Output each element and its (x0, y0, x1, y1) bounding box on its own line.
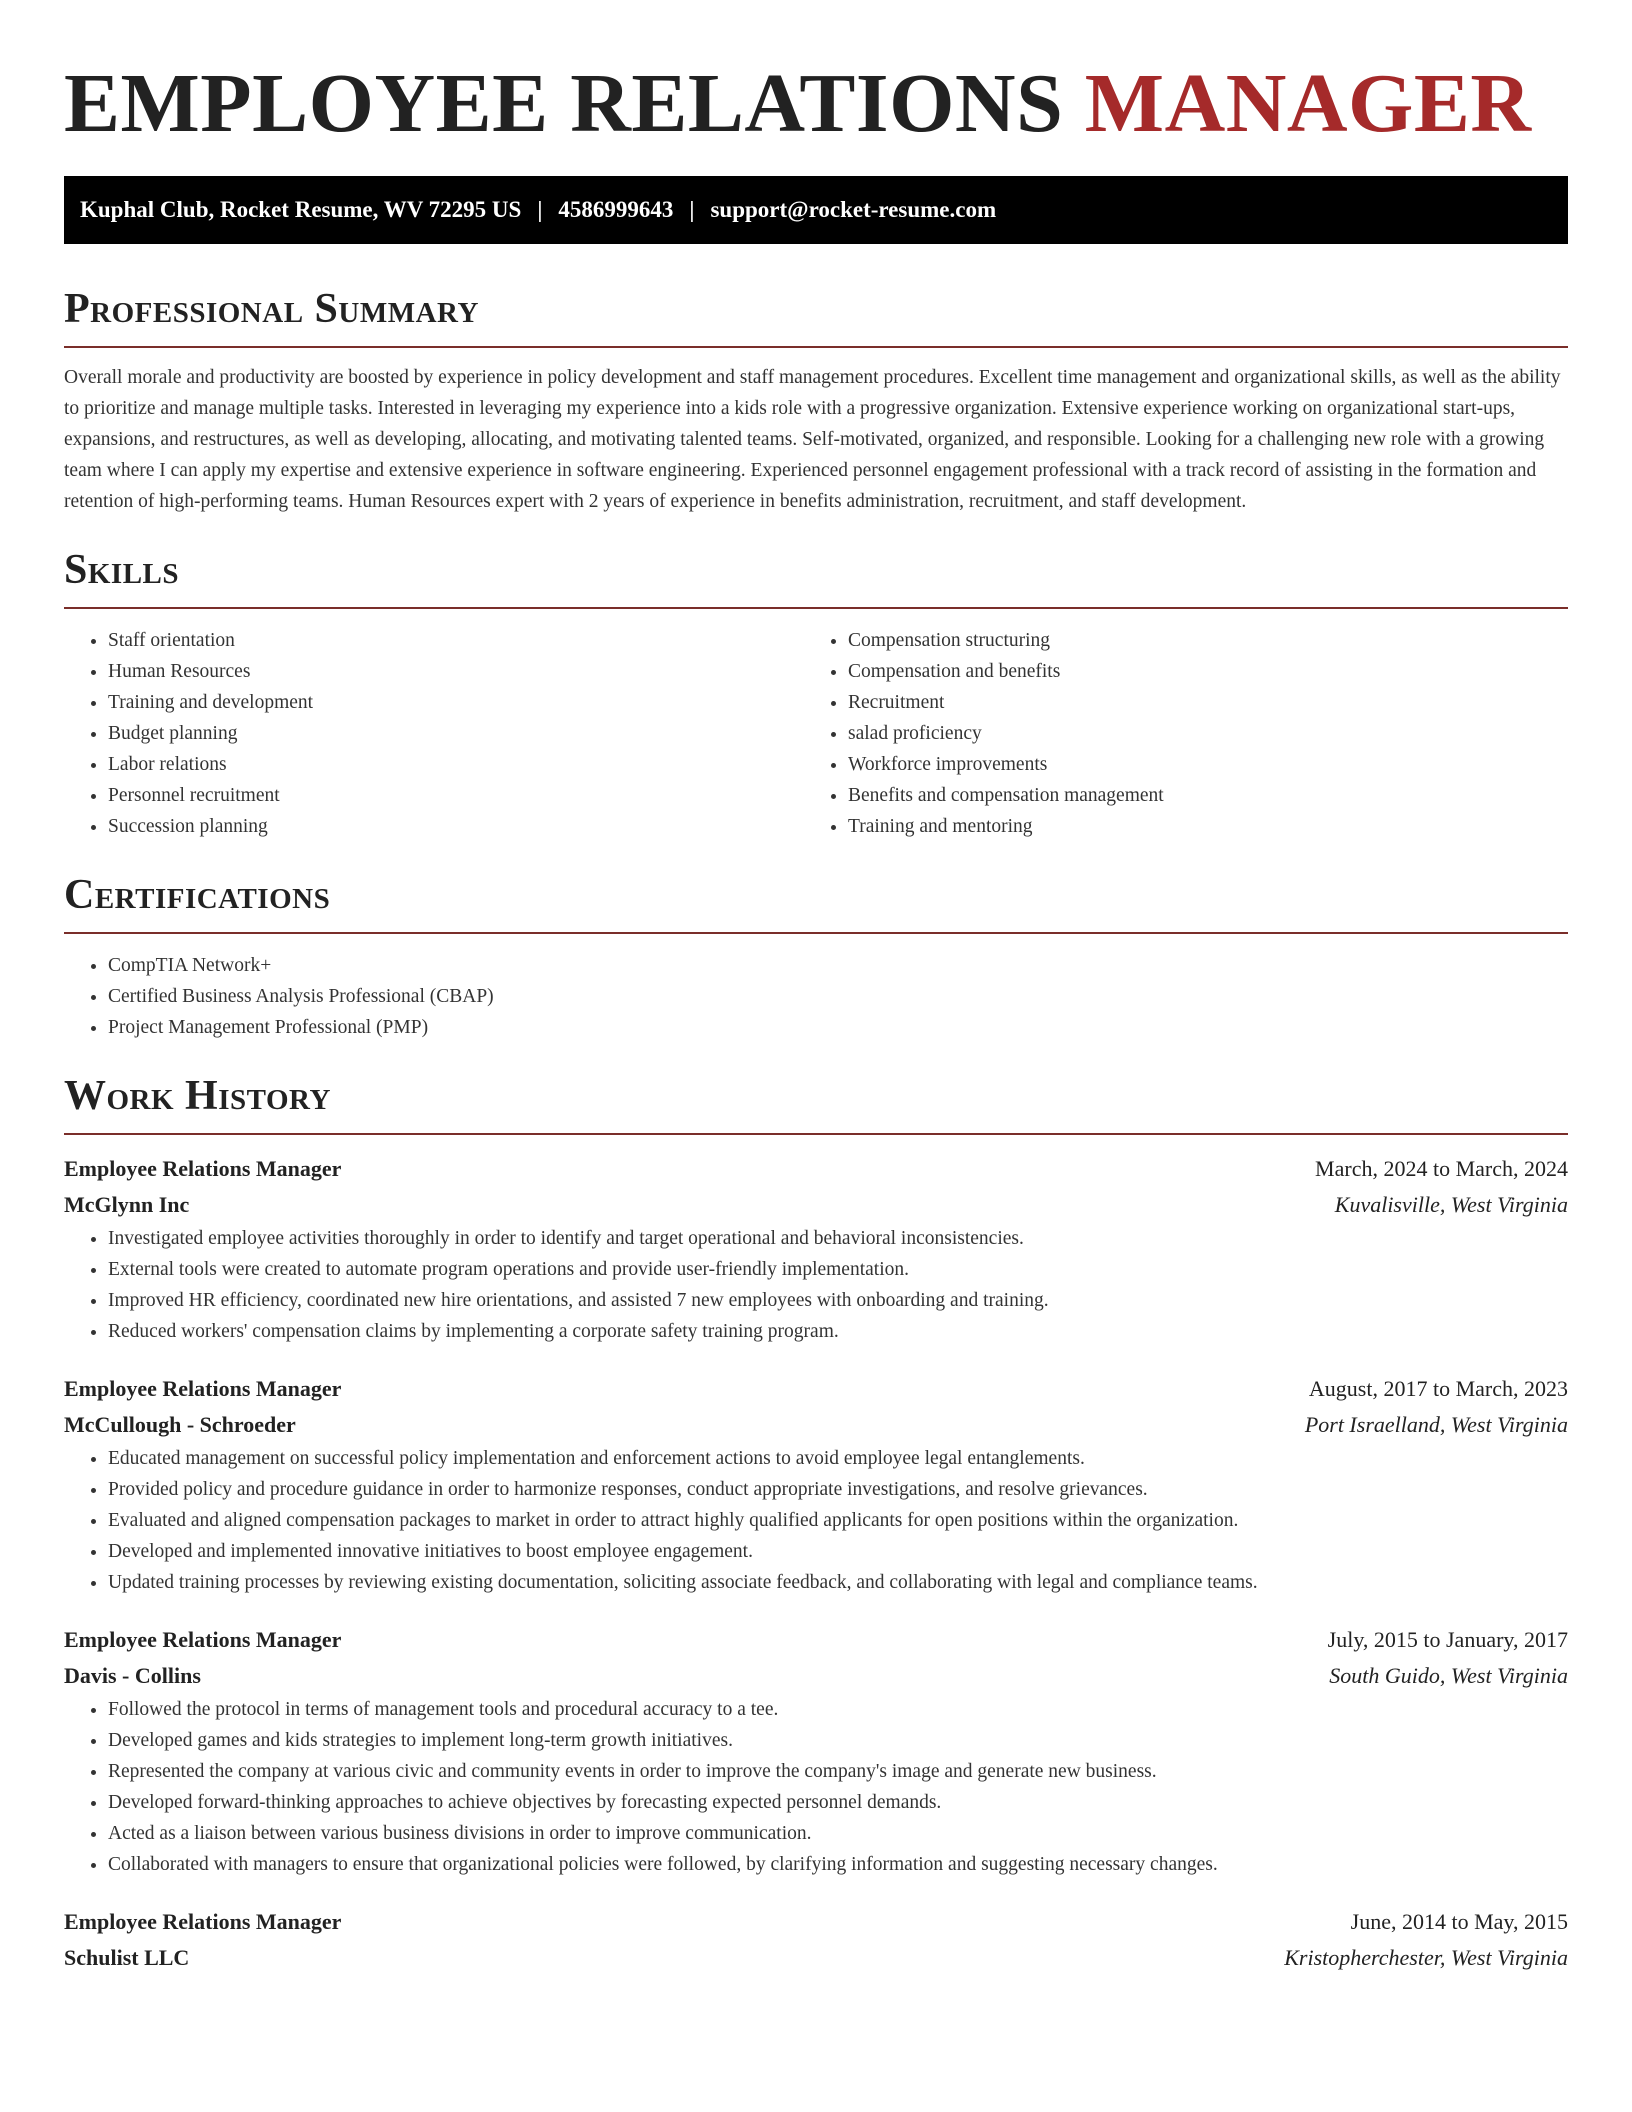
certification-item: • Project Management Professional (PMP) (108, 1012, 1568, 1043)
job-duties-list (64, 1694, 1568, 1880)
job-dates: June, 2014 to May, 2015 (1350, 1909, 1568, 1934)
job-title: Employee Relations Manager (64, 1376, 342, 1401)
job-title: Employee Relations Manager (64, 1909, 342, 1934)
job-location: Kristopherchester, West Virginia (1284, 1945, 1568, 1970)
contact-bar (64, 176, 1568, 244)
name-main: EMPLOYEE RELATIONS (64, 57, 1064, 150)
job-dates: August, 2017 to March, 2023 (1308, 1376, 1568, 1401)
job-header-row (64, 1622, 1568, 1658)
job-entry (64, 1904, 1568, 1976)
job-company-row (64, 1658, 1568, 1694)
job-title: Employee Relations Manager (64, 1627, 342, 1652)
job-duty-item: • Educated management on successful policy implementation and enforcement actions to avoid employee legal entanglements. (108, 1443, 1568, 1474)
section-title-skills: Skills (64, 547, 180, 593)
job-duty-item: • Provided policy and procedure guidance in order to harmonize responses, conduct appropriate investigations, and resolve grievances. (108, 1474, 1568, 1505)
contact-phone: 4586999643 (558, 197, 674, 222)
skill-item: • Benefits and compensation management (848, 780, 1544, 811)
job-location: South Guido, West Virginia (1329, 1663, 1568, 1688)
skill-item: • Staff orientation (108, 625, 804, 656)
skills-list-left (64, 625, 804, 842)
job-duty-item: • Investigated employee activities thoroughly in order to identify and target operational and behavioral inconsistencies. (108, 1223, 1568, 1254)
job-duty-item: • External tools were created to automate program operations and provide user-friendly implementation. (108, 1254, 1568, 1285)
certification-item: • Certified Business Analysis Professional (CBAP) (108, 981, 1568, 1012)
job-duties-list (64, 1223, 1568, 1347)
job-company-row (64, 1407, 1568, 1443)
skill-item: • Compensation and benefits (848, 656, 1544, 687)
section-divider (64, 932, 1568, 934)
resume-page (64, 0, 1568, 1976)
job-location: Kuvalisville, West Virginia (1334, 1192, 1568, 1217)
contact-separator: | (537, 197, 543, 222)
contact-separator: | (689, 197, 695, 222)
skill-item: • Workforce improvements (848, 749, 1544, 780)
job-company: Davis - Collins (64, 1663, 201, 1688)
job-header-row (64, 1371, 1568, 1407)
job-entry (64, 1622, 1568, 1880)
skills-column-left (64, 625, 804, 842)
job-header-row (64, 1904, 1568, 1940)
job-company-row (64, 1187, 1568, 1223)
job-list (64, 1151, 1568, 1976)
job-company: Schulist LLC (64, 1945, 190, 1970)
job-entry (64, 1371, 1568, 1598)
certifications-list (64, 950, 1568, 1043)
job-duty-item: • Evaluated and aligned compensation packages to market in order to attract highly qualified applicants for open positions within the organization. (108, 1505, 1568, 1536)
skill-item: • Succession planning (108, 811, 804, 842)
section-title-work-history: Work History (64, 1073, 331, 1119)
certifications-section (64, 870, 1568, 1043)
job-location: Port Israelland, West Virginia (1304, 1412, 1568, 1437)
skills-column-right (804, 625, 1544, 842)
job-dates: July, 2015 to January, 2017 (1327, 1627, 1568, 1652)
skill-item: • Training and mentoring (848, 811, 1544, 842)
job-duty-item: • Developed and implemented innovative initiatives to boost employee engagement. (108, 1536, 1568, 1567)
section-divider (64, 607, 1568, 609)
job-duty-item: • Developed games and kids strategies to implement long-term growth initiatives. (108, 1725, 1568, 1756)
job-company: McCullough - Schroeder (64, 1412, 296, 1437)
job-duty-item: • Updated training processes by reviewing existing documentation, soliciting associate feedback, and collaborating with legal and compliance teams. (108, 1567, 1568, 1598)
job-company: McGlynn Inc (64, 1192, 190, 1217)
job-duty-item: • Developed forward-thinking approaches to achieve objectives by forecasting expected personnel demands. (108, 1787, 1568, 1818)
skills-section (64, 545, 1568, 842)
skills-columns (64, 625, 1568, 842)
job-duties-list (64, 1443, 1568, 1598)
skill-item: • Human Resources (108, 656, 804, 687)
skill-item: • Personnel recruitment (108, 780, 804, 811)
job-duty-item: • Followed the protocol in terms of management tools and procedural accuracy to a tee. (108, 1694, 1568, 1725)
section-divider (64, 346, 1568, 348)
contact-email: support@rocket-resume.com (710, 197, 997, 222)
job-duty-item: • Represented the company at various civic and community events in order to improve the company's image and generate new business. (108, 1756, 1568, 1787)
job-duty-item: • Collaborated with managers to ensure that organizational policies were followed, by clarifying information and suggesting necessary changes. (108, 1849, 1568, 1880)
skill-item: • Budget planning (108, 718, 804, 749)
summary-text: Overall morale and productivity are boosted by experience in policy development and staff management procedures. Excellent time management and organizational skills, as well as the ability to prioritize and manage multiple tasks. Interested in leveraging my experience into a kids role with a progressive organization. Extensive experience working on organizational start-ups, expansions, and restructures, as well as developing, allocating, and motivating talented teams. Self-motivated, organized, and responsible. Looking for a challenging new role with a growing team where I can apply my expertise and extensive experience in software engineering. Experienced personnel engagement professional with a track record of assisting in the formation and retention of high-performing teams. Human Resources expert with 2 years of experience in benefits administration, recruitment, and staff development. (64, 367, 1561, 512)
name-accent: MANAGER (1084, 57, 1532, 150)
job-title: Employee Relations Manager (64, 1156, 342, 1181)
job-duty-item: • Acted as a liaison between various business divisions in order to improve communication. (108, 1818, 1568, 1849)
skills-list-right (804, 625, 1544, 842)
job-entry (64, 1151, 1568, 1347)
job-company-row (64, 1940, 1568, 1976)
work-history-section (64, 1071, 1568, 1976)
section-title-certifications: Certifications (64, 872, 331, 918)
job-duty-item: • Reduced workers' compensation claims by implementing a corporate safety training program. (108, 1316, 1568, 1347)
skill-item: • Training and development (108, 687, 804, 718)
summary-section (64, 284, 1568, 517)
contact-address: Kuphal Club, Rocket Resume, WV 72295 US (80, 197, 522, 222)
job-dates: March, 2024 to March, 2024 (1315, 1156, 1568, 1181)
section-divider (64, 1133, 1568, 1135)
job-header-row (64, 1151, 1568, 1187)
skill-item: • Recruitment (848, 687, 1544, 718)
resume-name (64, 0, 1568, 152)
job-duty-item: • Improved HR efficiency, coordinated new hire orientations, and assisted 7 new employees with onboarding and training. (108, 1285, 1568, 1316)
certification-item: • CompTIA Network+ (108, 950, 1568, 981)
skill-item: • Compensation structuring (848, 625, 1544, 656)
section-title-summary: Professional Summary (64, 286, 479, 332)
skill-item: • Labor relations (108, 749, 804, 780)
skill-item: • salad proficiency (848, 718, 1544, 749)
